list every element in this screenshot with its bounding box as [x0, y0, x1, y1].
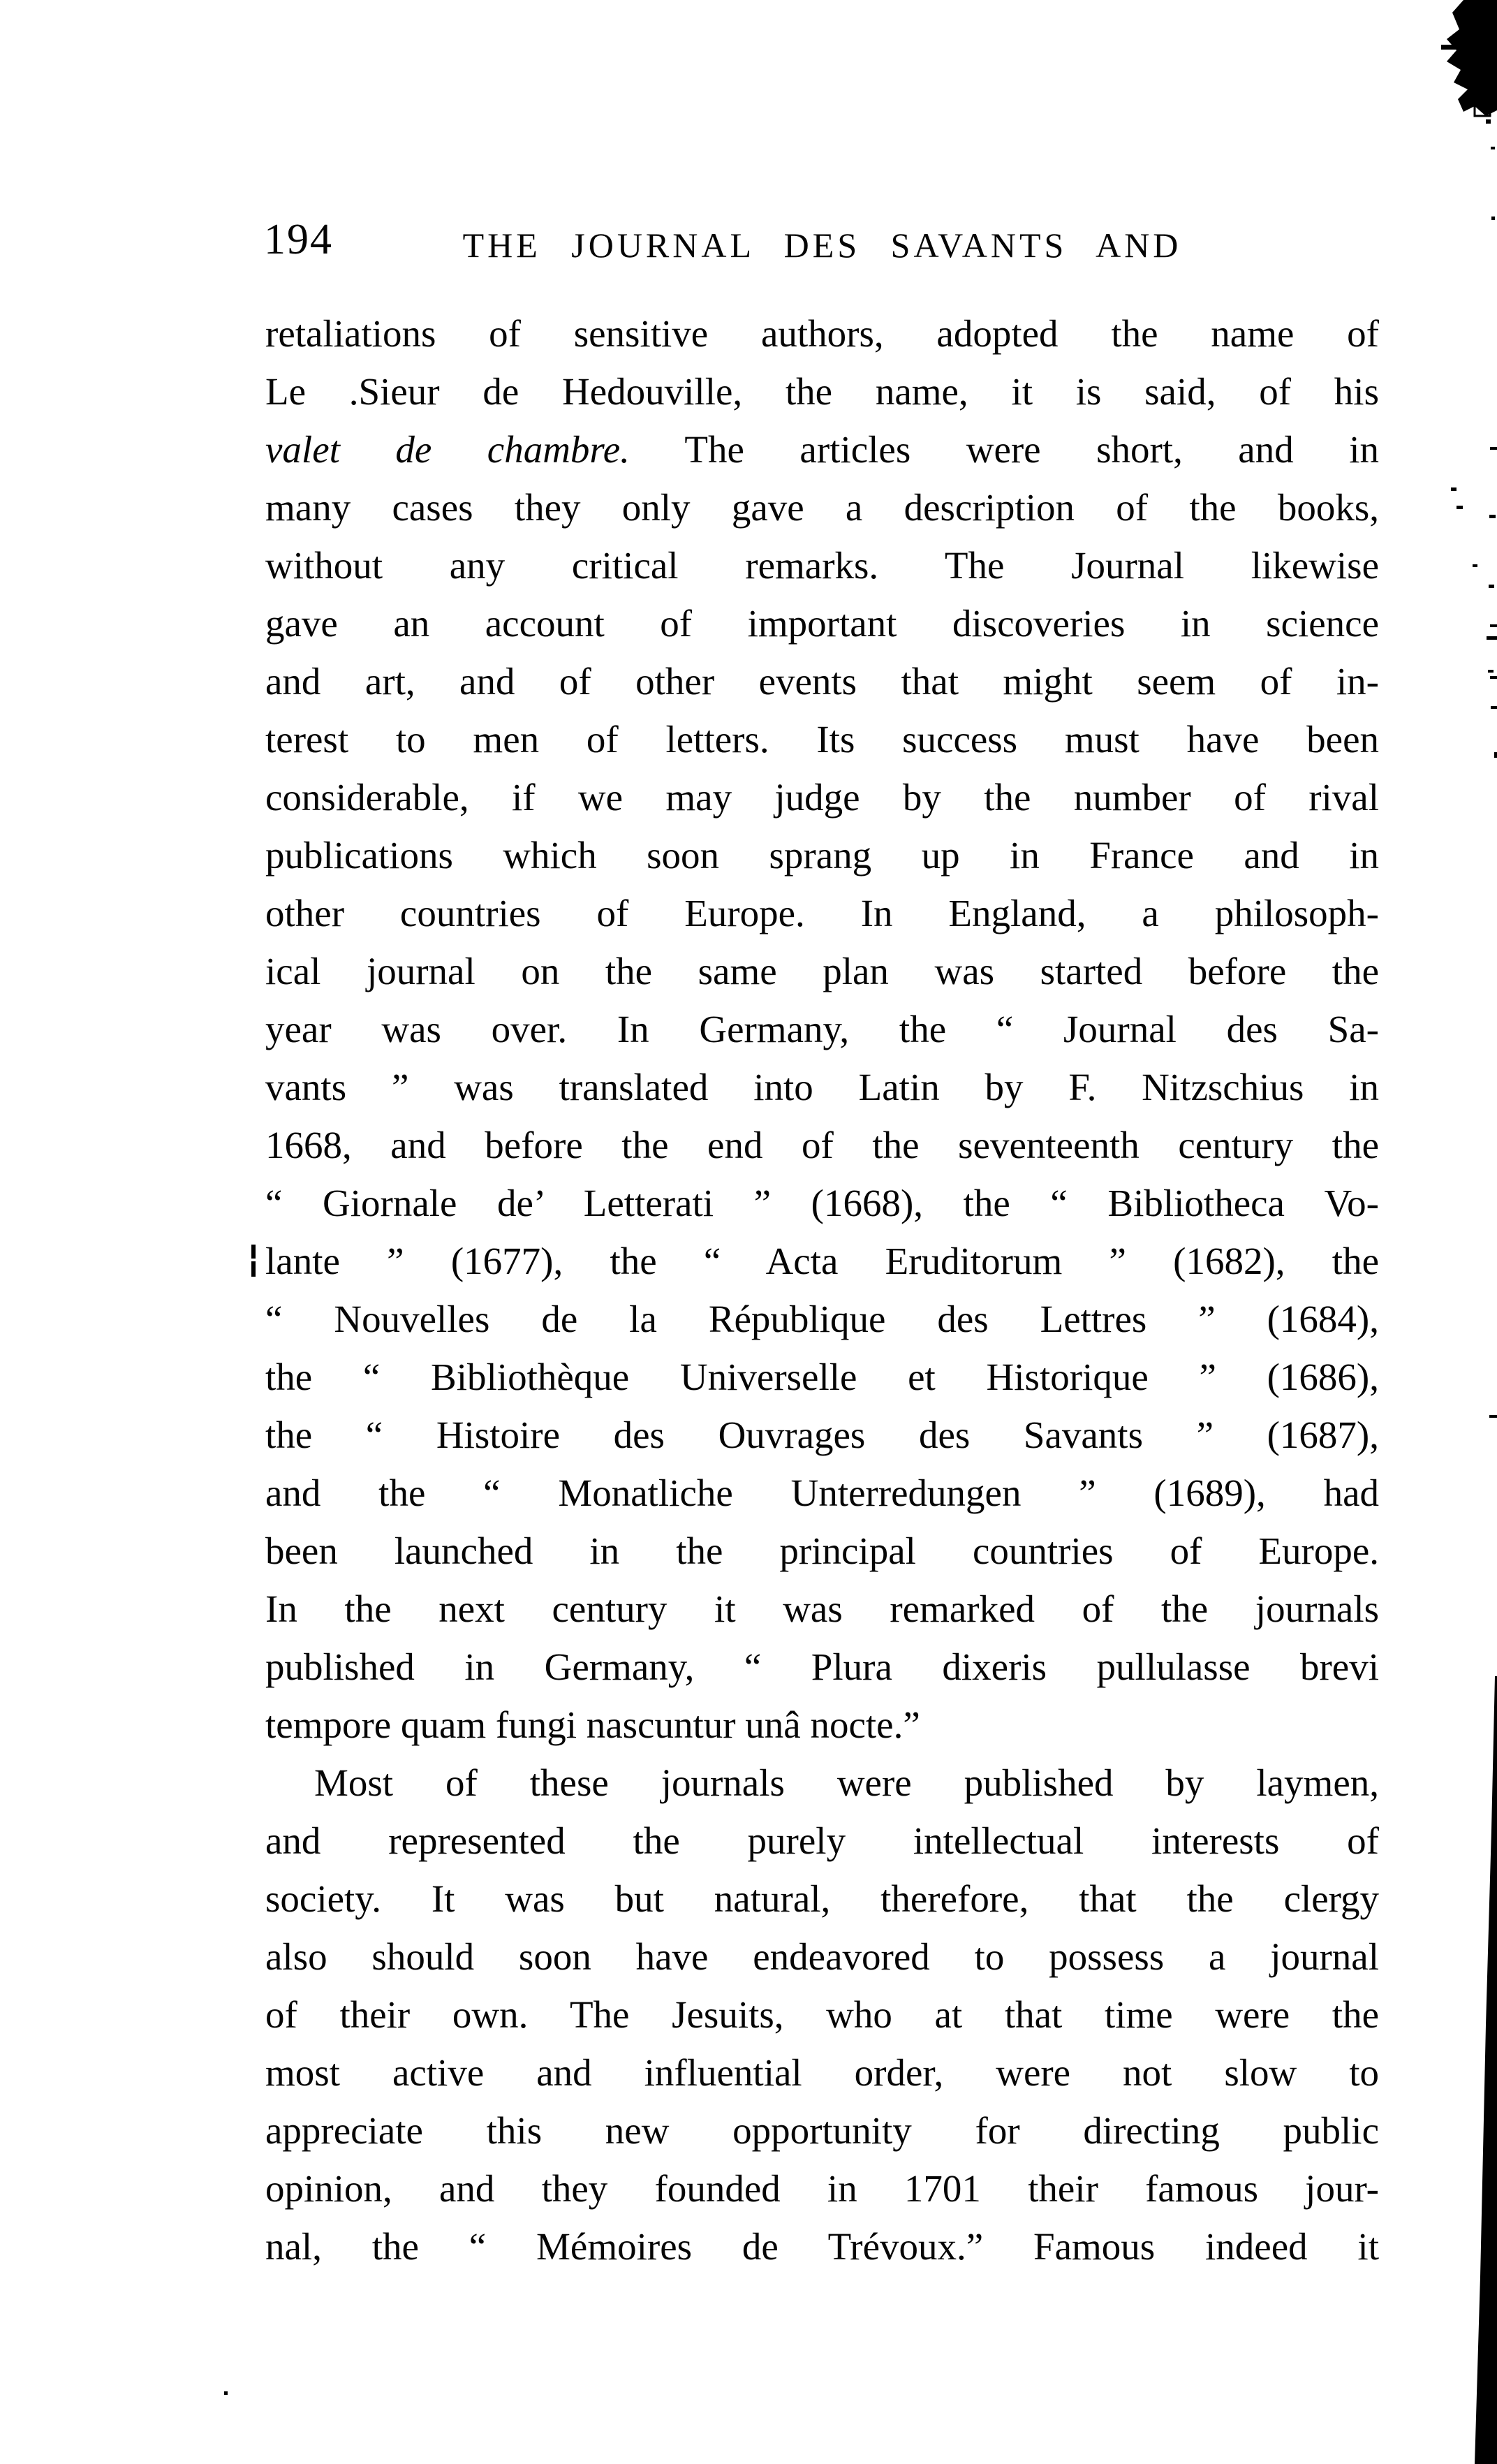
text-line	[265, 1348, 1379, 1406]
margin-speck	[1489, 515, 1496, 518]
text-segment: lante ” (1677), the “ Acta Eruditorum ” (1682), the	[265, 1240, 1379, 1282]
margin-speck	[1489, 1415, 1497, 1418]
ink-hook-outline	[1475, 105, 1490, 116]
text-segment: year was over. In Germany, the “ Journal des Sa-	[265, 1008, 1379, 1050]
body-text	[265, 305, 1379, 2275]
text-line	[265, 1058, 1379, 1116]
text-line	[265, 420, 1379, 478]
text-line	[265, 826, 1379, 884]
margin-speck	[1491, 217, 1495, 220]
text-line	[265, 2044, 1379, 2102]
text-segment: Le .Sieur de Hedouville, the name, it is said, of his	[265, 370, 1379, 413]
page-edge-wedge	[1475, 1676, 1497, 2464]
text-line	[265, 1812, 1379, 1870]
text-line	[265, 1000, 1379, 1058]
text-segment: the “ Histoire des Ouvrages des Savants ” (1687),	[265, 1414, 1379, 1456]
text-segment: considerable, if we may judge by the number of rival	[265, 776, 1379, 819]
page-number: 194	[264, 216, 333, 263]
broken-type-mark	[251, 1261, 256, 1277]
text-line	[265, 1406, 1379, 1464]
text-line	[265, 1696, 1379, 1754]
margin-speck	[1490, 624, 1497, 627]
text-line	[265, 1754, 1379, 1812]
text-segment: and the “ Monatliche Unterredungen ” (1689), had	[265, 1472, 1379, 1514]
text-segment: Most of these journals were published by laymen,	[314, 1761, 1379, 1804]
text-segment: “ Giornale de’ Letterati ” (1668), the “ Bibliotheca Vo-	[265, 1182, 1379, 1224]
text-line	[265, 884, 1379, 942]
text-line	[265, 1638, 1379, 1696]
margin-speck	[1490, 676, 1497, 679]
text-line	[265, 2159, 1379, 2217]
text-line	[265, 362, 1379, 420]
text-segment: and art, and of other events that might seem of in-	[265, 660, 1379, 703]
margin-speck	[1457, 506, 1463, 509]
text-segment: the “ Bibliothèque Universelle et Historique ” (1686),	[265, 1356, 1379, 1398]
text-segment: appreciate this new opportunity for directing public	[265, 2109, 1379, 2152]
text-segment: many cases they only gave a description of the books,	[265, 486, 1379, 529]
text-line	[265, 2102, 1379, 2159]
margin-speck	[1490, 447, 1497, 450]
text-segment: terest to men of letters. Its success must have been	[265, 718, 1379, 761]
margin-speck	[1494, 752, 1497, 758]
margin-speck	[1491, 147, 1495, 149]
text-line	[265, 710, 1379, 768]
text-line	[265, 1290, 1379, 1348]
text-segment: also should soon have endeavored to possess a journal	[265, 1935, 1379, 1978]
margin-speck	[1491, 706, 1497, 709]
text-line	[265, 1870, 1379, 1928]
text-segment: 1668, and before the end of the seventeenth century the	[265, 1124, 1379, 1166]
text-line	[265, 1928, 1379, 1986]
text-line	[265, 478, 1379, 536]
broken-type-mark	[251, 1245, 256, 1259]
text-segment: of their own. The Jesuits, who at that time were the	[265, 1993, 1379, 2036]
text-line	[265, 1464, 1379, 1522]
text-segment: ical journal on the same plan was started before the	[265, 950, 1379, 992]
text-line	[265, 536, 1379, 594]
italic-text-segment: valet de chambre.	[265, 428, 630, 471]
text-segment: nal, the “ Mémoires de Trévoux.” Famous indeed it	[265, 2225, 1379, 2268]
text-segment: In the next century it was remarked of the journals	[265, 1587, 1379, 1630]
text-segment: opinion, and they founded in 1701 their famous jour-	[265, 2167, 1379, 2210]
margin-speck	[1489, 585, 1494, 588]
text-segment: retaliations of sensitive authors, adopted the name of	[265, 312, 1379, 355]
text-segment: “ Nouvelles de la République des Lettres ” (1684),	[265, 1298, 1379, 1340]
ink-dash	[1441, 45, 1459, 50]
text-segment: other countries of Europe. In England, a philosoph-	[265, 892, 1379, 934]
text-segment: tempore quam fungi nascuntur unâ nocte.”	[265, 1703, 920, 1746]
text-segment: gave an account of important discoveries in science	[265, 602, 1379, 645]
margin-speck	[1451, 487, 1457, 491]
margin-speck	[1487, 636, 1497, 640]
text-line	[265, 1174, 1379, 1232]
text-line	[265, 1116, 1379, 1174]
text-line	[265, 942, 1379, 1000]
ink-blob-corner	[1447, 0, 1497, 116]
text-segment: The articles were short, and in	[629, 428, 1379, 471]
text-line	[265, 305, 1379, 362]
text-line	[265, 1986, 1379, 2044]
text-segment: most active and influential order, were not slow to	[265, 2051, 1379, 2094]
text-line	[265, 652, 1379, 710]
text-line	[265, 1232, 1379, 1290]
running-header: THE JOURNAL DES SAVANTS AND	[462, 226, 1182, 265]
text-segment: publications which soon sprang up in France and in	[265, 834, 1379, 877]
text-line	[265, 2217, 1379, 2275]
text-line	[265, 1522, 1379, 1580]
ink-dot	[1486, 119, 1491, 124]
text-segment: published in Germany, “ Plura dixeris pullulasse brevi	[265, 1645, 1379, 1688]
text-segment: without any critical remarks. The Journal likewise	[265, 544, 1379, 587]
text-segment: society. It was but natural, therefore, that the clergy	[265, 1877, 1379, 1920]
text-segment: vants ” was translated into Latin by F. Nitzschius in	[265, 1066, 1379, 1108]
margin-speck	[1488, 670, 1494, 673]
text-segment: and represented the purely intellectual interests of	[265, 1819, 1379, 1862]
text-segment: been launched in the principal countries of Europe.	[265, 1530, 1379, 1572]
text-line	[265, 1580, 1379, 1638]
text-line	[265, 594, 1379, 652]
text-line	[265, 768, 1379, 826]
margin-speck	[224, 2391, 228, 2395]
margin-speck	[1473, 564, 1477, 567]
